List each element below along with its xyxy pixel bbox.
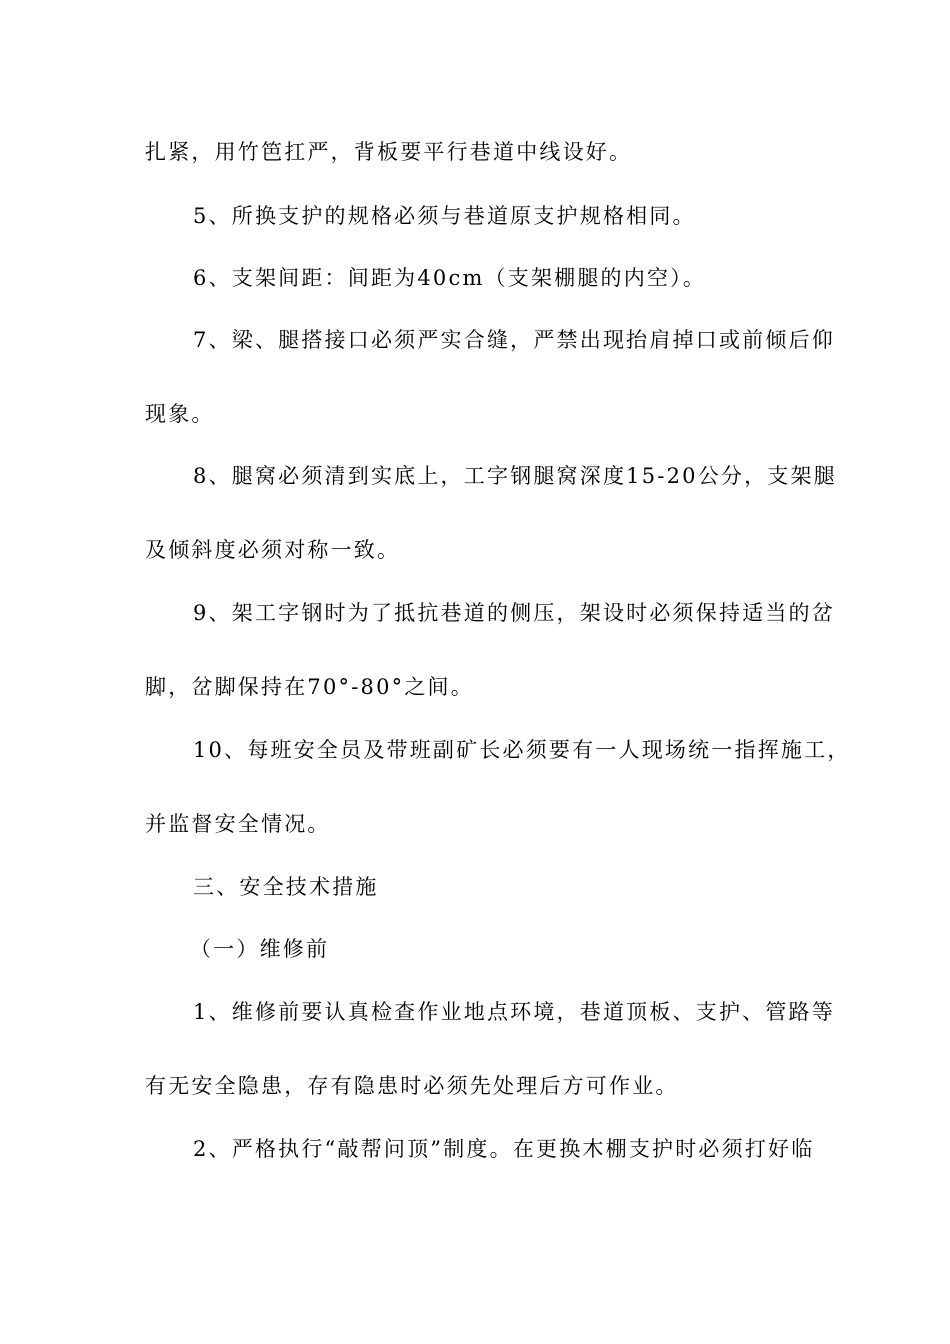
text-line: 现象。 [145, 402, 215, 426]
list-item-10: 10、每班安全员及带班副矿长必须要有一人现场统一指挥施工， [193, 738, 851, 762]
text-line: 有无安全隐患，存有隐患时必须先处理后方可作业。 [145, 1074, 679, 1098]
list-item-8: 8、腿窝必须清到实底上，工字钢腿窝深度15-20公分，支架腿 [193, 464, 837, 488]
list-item-6: 6、支架间距：间距为40cm（支架棚腿的内空）。 [193, 266, 707, 290]
list-item-2: 2、严格执行“敲帮问顶”制度。在更换木棚支护时必须打好临 [193, 1137, 815, 1161]
text-line: 扎紧，用竹笆扛严，背板要平行巷道中线设好。 [145, 140, 633, 164]
list-item-9: 9、架工字钢时为了抵抗巷道的侧压，架设时必须保持适当的岔 [193, 601, 835, 625]
text-line: 脚，岔脚保持在70°-80°之间。 [145, 675, 474, 699]
list-item-7: 7、梁、腿搭接口必须严实合缝，严禁出现抬肩掉口或前倾后仰 [193, 328, 835, 352]
list-item-5: 5、所换支护的规格必须与巷道原支护规格相同。 [193, 204, 696, 228]
subsection-heading: （一）维修前 [190, 937, 330, 961]
text-line: 及倾斜度必须对称一致。 [145, 538, 401, 562]
section-heading: 三、安全技术措施 [193, 875, 379, 899]
list-item-1: 1、维修前要认真检查作业地点环境，巷道顶板、支护、管路等 [193, 1000, 835, 1024]
text-line: 并监督安全情况。 [145, 812, 331, 836]
